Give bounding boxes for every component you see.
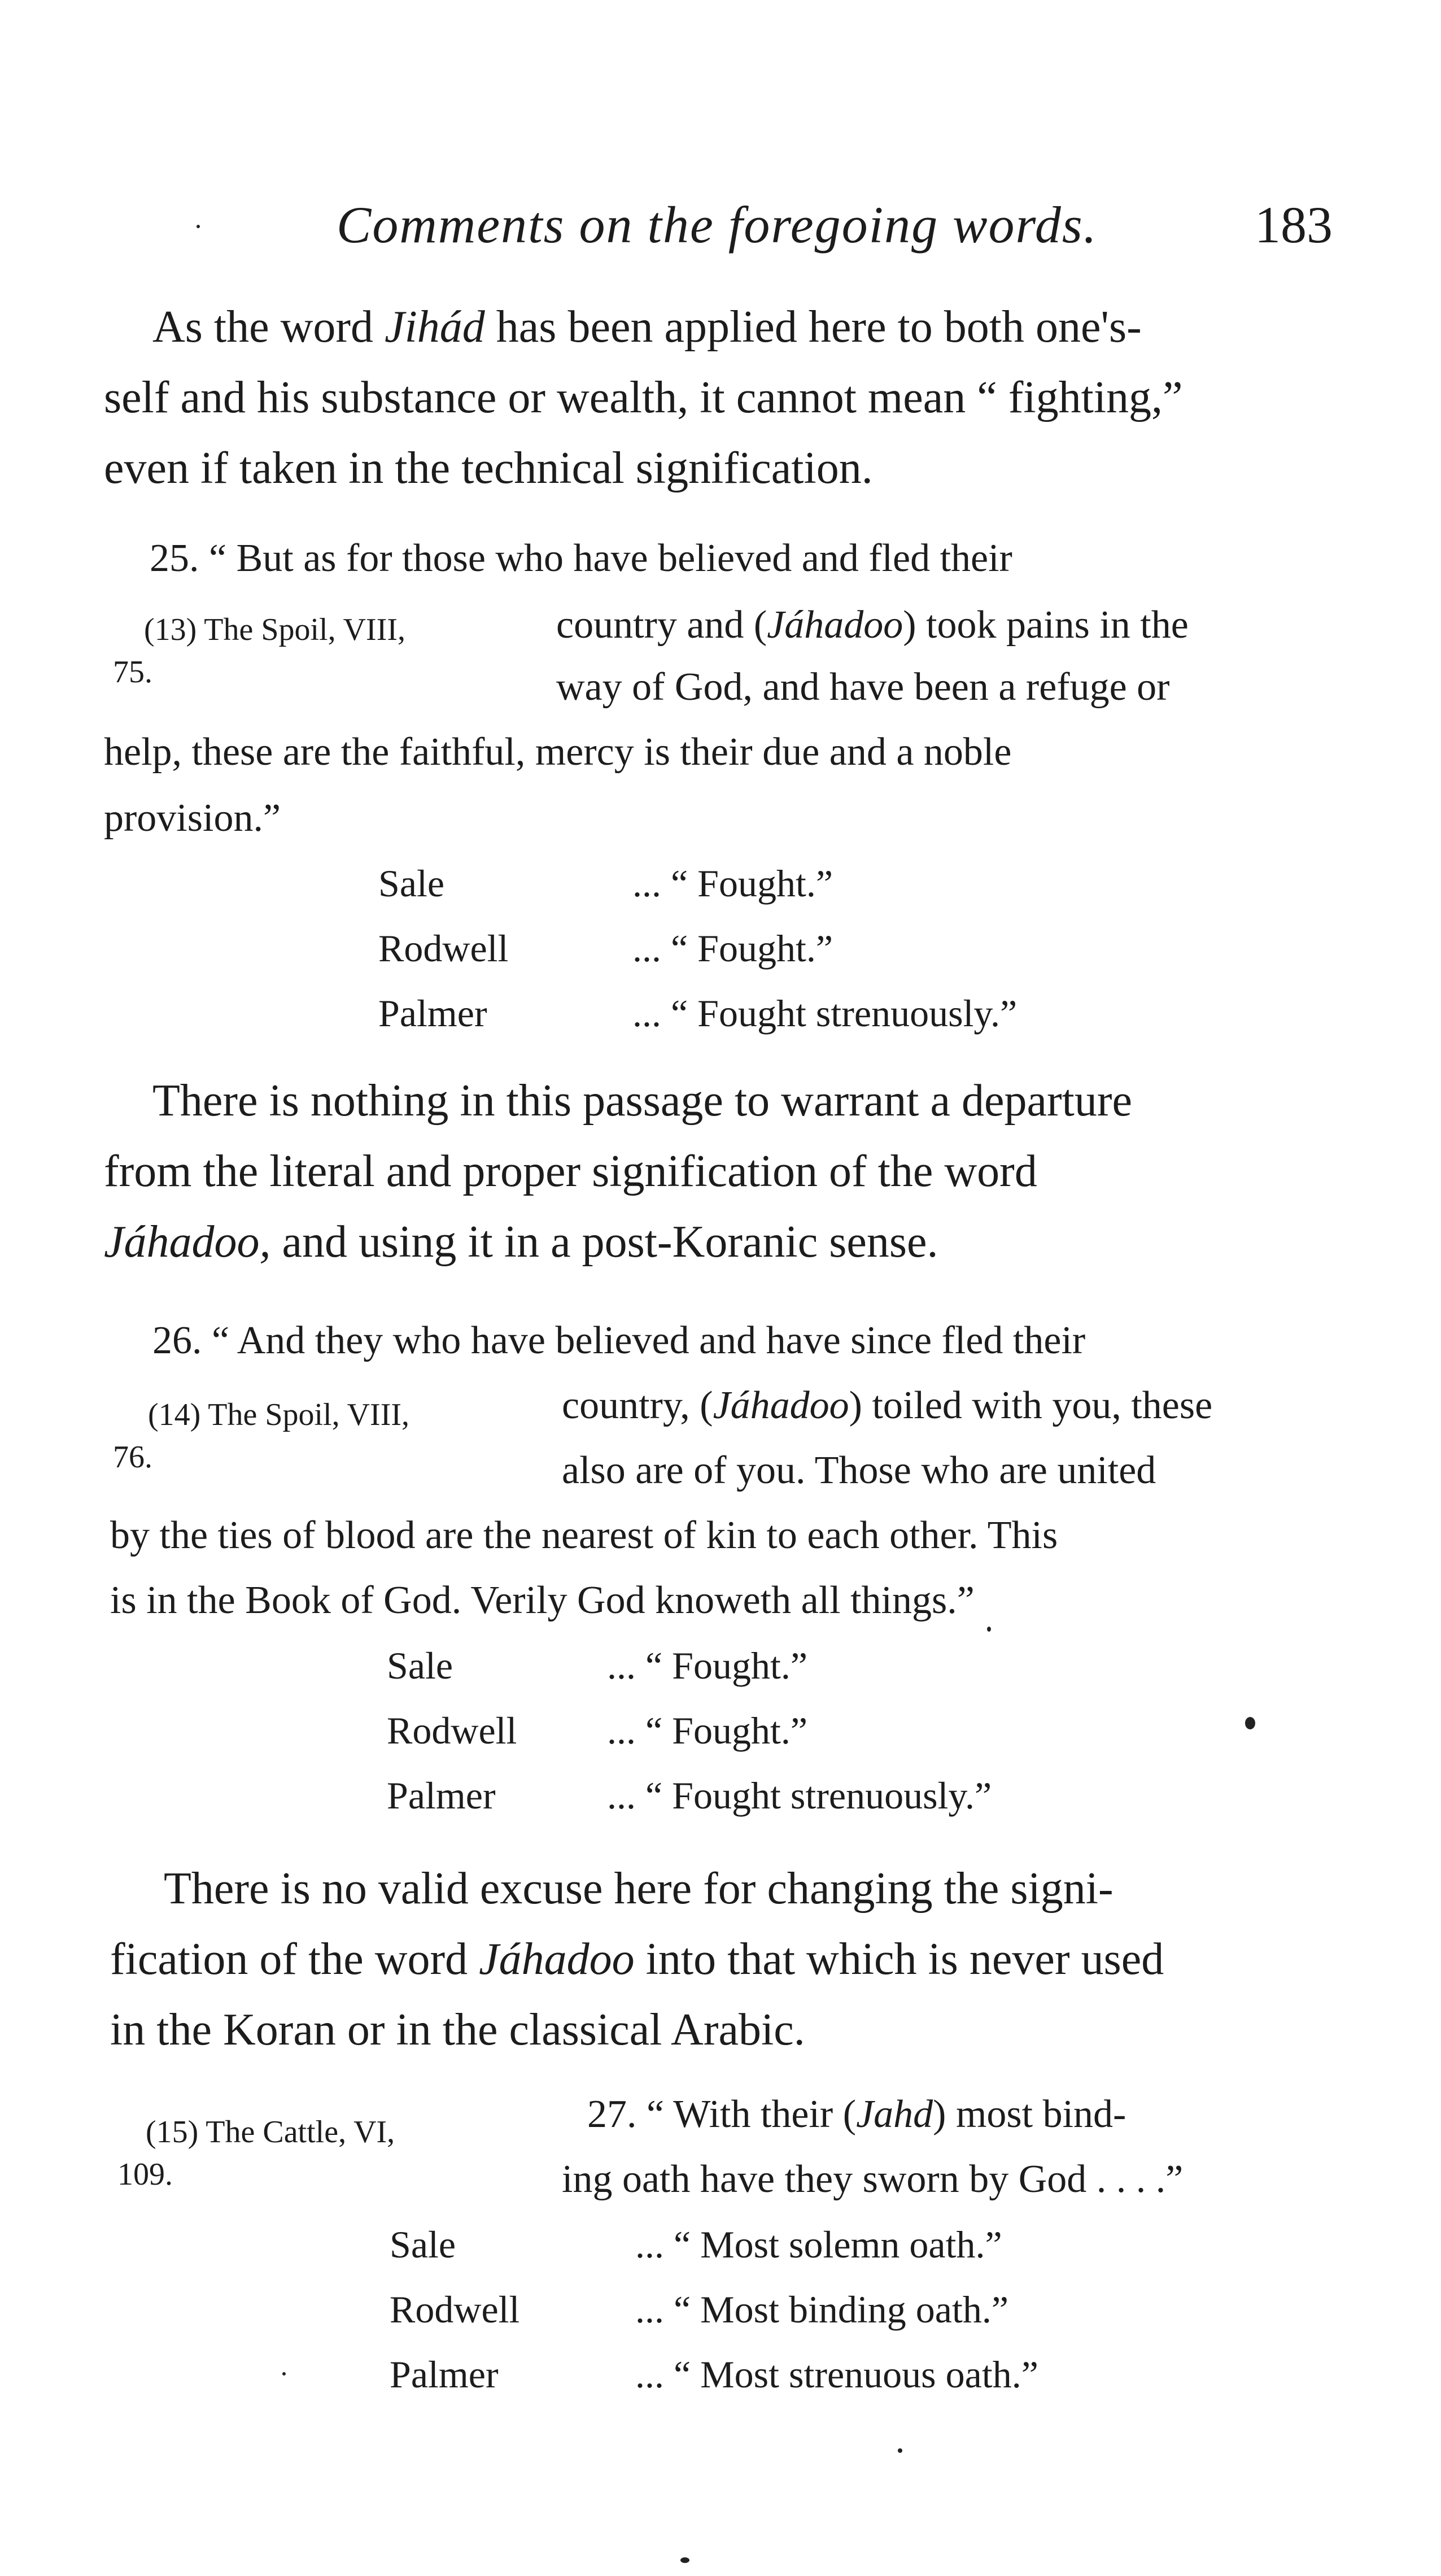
- translation-value: ... “ Fought.”: [632, 862, 833, 905]
- verse-26-line-2: country, (Jáhadoo) toiled with you, these: [562, 1384, 1213, 1427]
- sidenote-14: (14) The Spoil, VIII,: [148, 1397, 409, 1432]
- comment-26-line-1: There is no valid excuse here for changing the signi-: [164, 1864, 1114, 1914]
- translation-value: ... “ Fought.”: [607, 1644, 808, 1687]
- ink-speck: [1245, 1717, 1255, 1729]
- sidenote-13: (13) The Spoil, VIII,: [144, 612, 405, 647]
- sidenote-13-verse: 75.: [113, 655, 152, 690]
- translation-value: ... “ Fought strenuously.”: [607, 1774, 992, 1817]
- ink-speck: [197, 225, 200, 228]
- verse-27-line-1: 27. “ With their (Jahd) most bind-: [587, 2093, 1126, 2136]
- translator-name: Palmer: [390, 2353, 499, 2396]
- translation-value: ... “ Fought.”: [607, 1709, 808, 1752]
- translator-name: Sale: [390, 2223, 456, 2266]
- verse-26-line-3: also are of you. Those who are united: [562, 1449, 1156, 1492]
- translation-value: ... “ Most solemn oath.”: [635, 2223, 1002, 2266]
- verse-27-line-2: ing oath have they sworn by God . . . .”: [562, 2157, 1184, 2201]
- translator-name: Sale: [378, 862, 445, 905]
- translation-value: ... “ Most binding oath.”: [635, 2288, 1009, 2331]
- translator-name: Rodwell: [390, 2288, 520, 2331]
- translator-name: Palmer: [378, 992, 487, 1035]
- translation-value: ... “ Most strenuous oath.”: [635, 2353, 1038, 2396]
- ink-speck: [680, 2557, 689, 2563]
- verse-25-line-4: help, these are the faithful, mercy is their due and a noble: [104, 730, 1012, 774]
- sidenote-14-verse: 76.: [113, 1440, 152, 1475]
- translator-name: Rodwell: [387, 1709, 517, 1752]
- verse-25-line-1: 25. “ But as for those who have believed and fled their: [150, 537, 1012, 580]
- verse-26-line-4: by the ties of blood are the nearest of kin to each other. This: [110, 1514, 1058, 1557]
- ink-speck: [987, 1627, 991, 1632]
- comment-25-line-2: from the literal and proper signification of the word: [104, 1147, 1037, 1196]
- intro-line-1: As the word Jihád has been applied here to both one's-: [152, 302, 1142, 352]
- sidenote-15: (15) The Cattle, VI,: [146, 2115, 395, 2150]
- verse-26-line-1: 26. “ And they who have believed and have since fled their: [152, 1319, 1086, 1362]
- translation-value: ... “ Fought strenuously.”: [632, 992, 1018, 1035]
- page-number: 183: [1255, 196, 1333, 254]
- translator-name: Rodwell: [378, 927, 509, 970]
- translation-value: ... “ Fought.”: [632, 927, 833, 970]
- running-title: Comments on the foregoing words.: [337, 196, 1098, 254]
- comment-25-line-1: There is nothing in this passage to warrant a departure: [152, 1076, 1132, 1126]
- intro-line-3: even if taken in the technical signification.: [104, 443, 873, 493]
- comment-26-line-3: in the Koran or in the classical Arabic.: [110, 2005, 805, 2055]
- verse-25-line-2: country and (Jáhadoo) took pains in the: [556, 603, 1189, 647]
- comment-25-line-3: Jáhadoo, and using it in a post-Koranic sense.: [104, 1217, 938, 1267]
- verse-25-line-3: way of God, and have been a refuge or: [556, 665, 1170, 709]
- comment-26-line-2: fication of the word Jáhadoo into that which is never used: [110, 1934, 1164, 1984]
- sidenote-15-verse: 109.: [117, 2157, 173, 2192]
- verse-26-line-5: is in the Book of God. Verily God knoweth all things.”: [110, 1579, 975, 1622]
- verse-25-line-5: provision.”: [104, 796, 281, 840]
- translator-name: Palmer: [387, 1774, 496, 1817]
- ink-speck: [282, 2372, 286, 2376]
- ink-speck: [898, 2448, 902, 2453]
- translator-name: Sale: [387, 1644, 453, 1687]
- intro-line-2: self and his substance or wealth, it cannot mean “ fighting,”: [104, 373, 1183, 422]
